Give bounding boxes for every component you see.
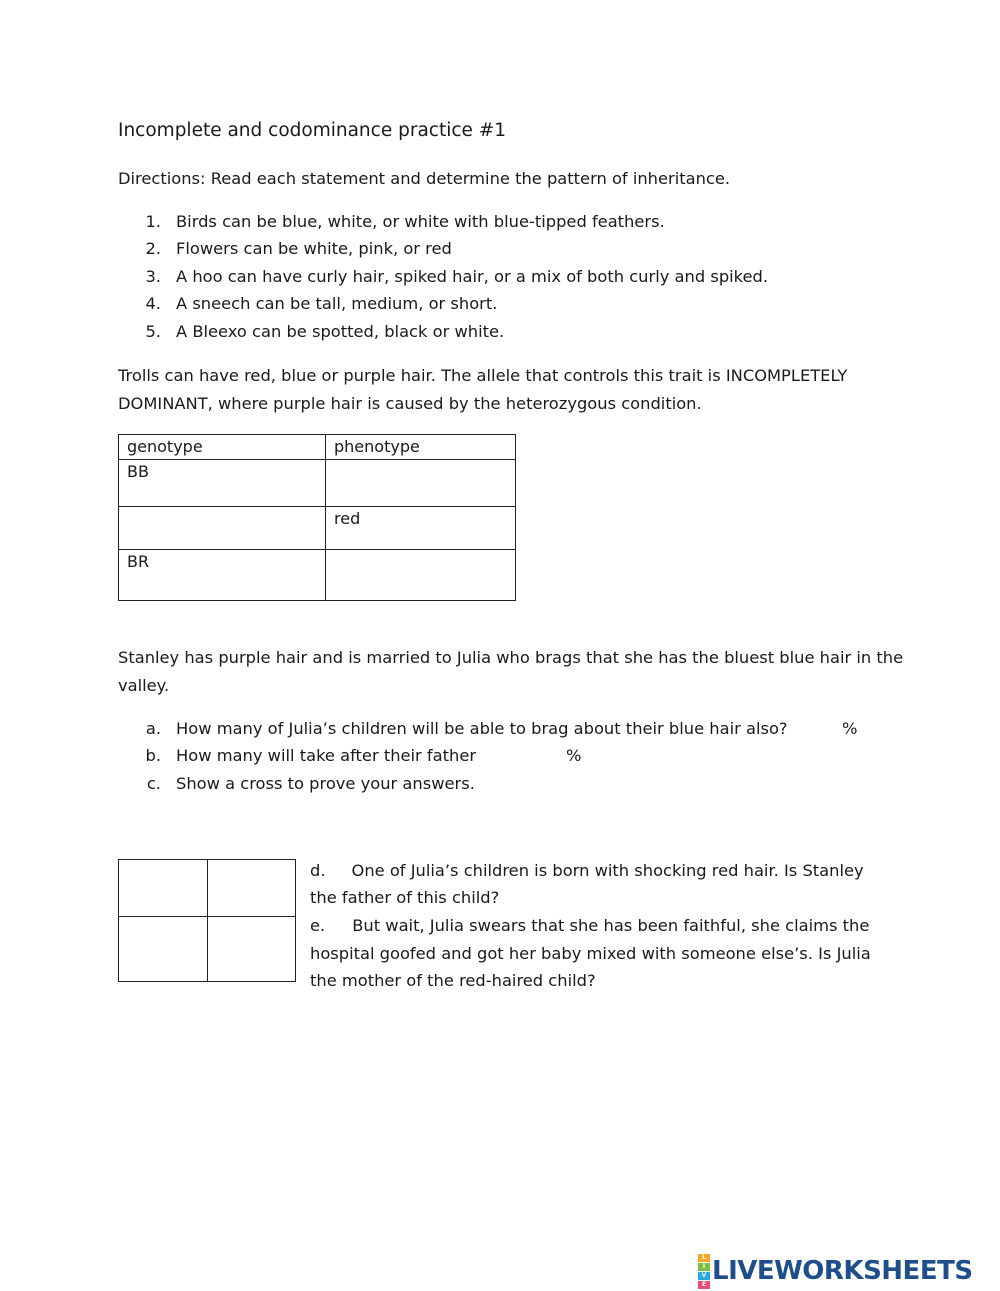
logo-text: LIVEWORKSHEETS bbox=[712, 1256, 973, 1286]
question-letter: b. bbox=[145, 746, 161, 765]
question-d-line1: d. One of Julia’s children is born with shocking red hair. Is Stanley bbox=[310, 861, 864, 880]
table-cell-genotype[interactable] bbox=[119, 507, 326, 550]
answer-percent[interactable]: % bbox=[566, 746, 582, 765]
list-text: A sneech can be tall, medium, or short. bbox=[176, 294, 498, 313]
question-d-line2: the father of this child? bbox=[310, 888, 500, 907]
punnett-square[interactable] bbox=[118, 859, 296, 982]
question-e-line3: the mother of the red-haired child? bbox=[310, 971, 596, 990]
stanley-paragraph-line2: valley. bbox=[118, 676, 170, 695]
list-text: Birds can be blue, white, or white with blue-tipped feathers. bbox=[176, 212, 665, 231]
list-text: A hoo can have curly hair, spiked hair, or a mix of both curly and spiked. bbox=[176, 267, 769, 286]
list-text: A Bleexo can be spotted, black or white. bbox=[176, 322, 505, 341]
question-text: How many will take after their father bbox=[176, 746, 477, 765]
trolls-paragraph-line2: DOMINANT, where purple hair is caused by the heterozygous condition. bbox=[118, 394, 702, 413]
question-letter: d. bbox=[310, 861, 326, 880]
table-row bbox=[119, 507, 516, 550]
liveworksheets-logo bbox=[698, 1253, 973, 1289]
page-title: Incomplete and codominance practice #1 bbox=[118, 120, 507, 141]
punnett-divider-horizontal bbox=[119, 916, 295, 917]
table-row bbox=[119, 460, 516, 507]
list-number: 2. bbox=[145, 239, 161, 258]
logo-blocks-icon: L I V E bbox=[698, 1253, 710, 1289]
question-text: How many of Julia’s children will be able to brag about their blue hair also? bbox=[176, 719, 788, 738]
table-header-row bbox=[119, 435, 516, 460]
table-cell-phenotype[interactable] bbox=[326, 460, 516, 507]
list-number: 1. bbox=[145, 212, 161, 231]
list-number: 4. bbox=[145, 294, 161, 313]
stanley-paragraph-line1: Stanley has purple hair and is married to Julia who brags that she has the bluest blue hair in the bbox=[118, 648, 904, 667]
trolls-paragraph-line1: Trolls can have red, blue or purple hair. The allele that controls this trait is INCOMPLETELY bbox=[118, 366, 848, 385]
table-row bbox=[119, 550, 516, 601]
table-cell-phenotype[interactable] bbox=[326, 550, 516, 601]
question-letter: e. bbox=[310, 916, 326, 935]
question-text: Show a cross to prove your answers. bbox=[176, 774, 475, 793]
table-cell-genotype[interactable]: BR bbox=[119, 550, 326, 601]
punnett-divider-vertical bbox=[207, 860, 208, 981]
list-number: 5. bbox=[145, 322, 161, 341]
directions-text: Directions: Read each statement and determine the pattern of inheritance. bbox=[118, 169, 731, 188]
answer-percent[interactable]: % bbox=[842, 719, 858, 738]
list-text: Flowers can be white, pink, or red bbox=[176, 239, 452, 258]
table-header-genotype: genotype bbox=[119, 435, 326, 460]
question-e-line2: hospital goofed and got her baby mixed with someone else’s. Is Julia bbox=[310, 944, 871, 963]
question-letter: a. bbox=[145, 719, 161, 738]
question-letter: c. bbox=[146, 774, 161, 793]
list-number: 3. bbox=[145, 267, 161, 286]
genotype-phenotype-table bbox=[118, 434, 516, 601]
table-header-phenotype: phenotype bbox=[326, 435, 516, 460]
table-cell-genotype[interactable]: BB bbox=[119, 460, 326, 507]
table-cell-phenotype[interactable]: red bbox=[326, 507, 516, 550]
question-e-line1: e. But wait, Julia swears that she has been faithful, she claims the bbox=[310, 916, 870, 935]
